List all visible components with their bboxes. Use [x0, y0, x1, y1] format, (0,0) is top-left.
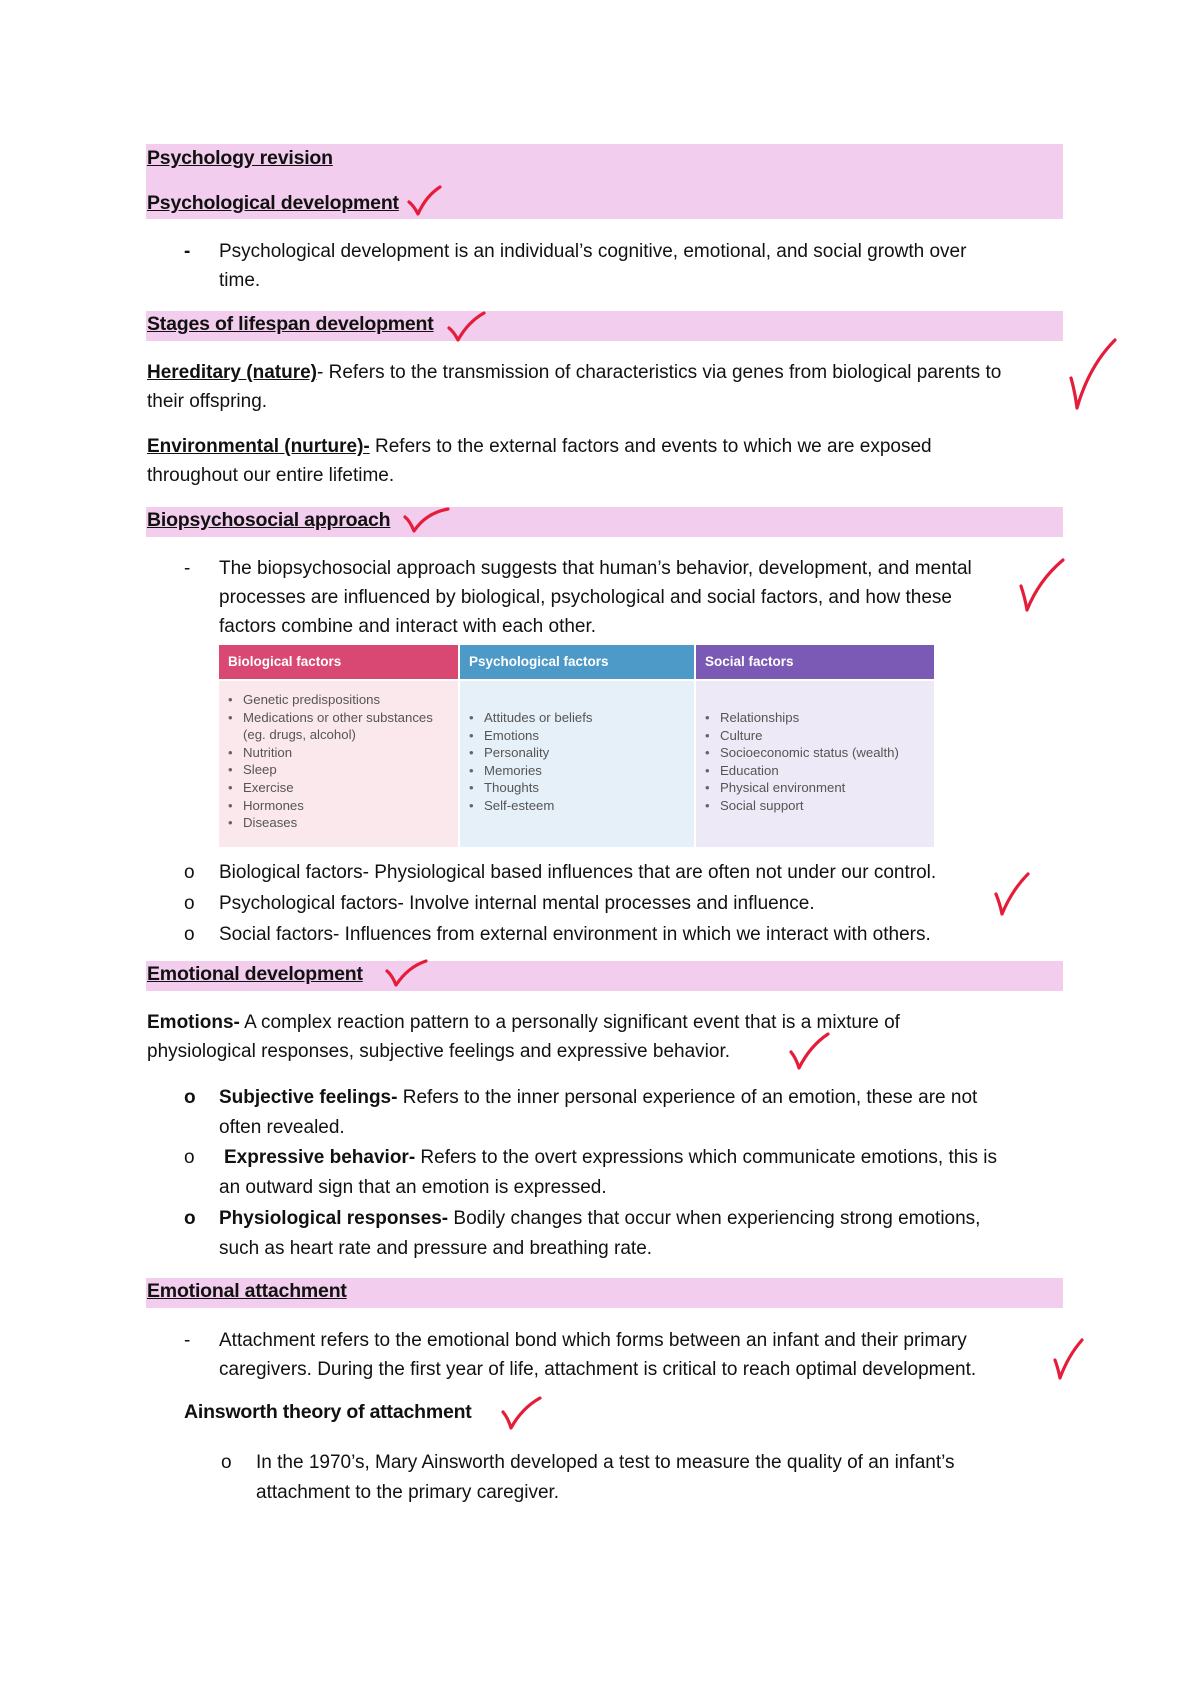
tick-mark-icon — [406, 184, 442, 218]
ainsworth-line: In the 1970’s, Mary Ainsworth developed a test to measure the quality of an infant’s — [256, 1452, 955, 1473]
section-heading-emotional-attachment: Emotional attachment — [147, 1280, 347, 1302]
tick-mark-icon — [1052, 1336, 1084, 1382]
expressive-line — [224, 1143, 1064, 1172]
psychological-factors-body — [460, 681, 694, 847]
psychological-factors-header: Psychological factors — [460, 645, 694, 679]
biological-factor-item: • Hormones — [243, 797, 458, 815]
subjective-text: Refers to the inner personal experience of an emotion, these are not — [397, 1087, 978, 1108]
hereditary-term: Hereditary (nature) — [147, 362, 317, 383]
section-heading-psychological-development: Psychological development — [147, 192, 399, 214]
biological-factor-item: • Diseases — [243, 814, 458, 832]
social-factor-item: • Education — [720, 762, 934, 780]
emotions-line — [147, 1008, 1067, 1037]
list-bullet: - — [184, 1330, 191, 1351]
tick-mark-icon — [788, 1030, 830, 1072]
tick-mark-icon — [500, 1394, 542, 1432]
psychological-factor-item: • Thoughts — [484, 779, 694, 797]
section-heading-stages: Stages of lifespan development — [147, 313, 434, 335]
social-factor-item: • Socioeconomic status (wealth) — [720, 744, 934, 762]
tick-mark-icon — [384, 957, 428, 989]
psych-dev-definition-line: Psychological development is an individual’s cognitive, emotional, and social growth over — [219, 241, 967, 262]
biological-factors-column — [219, 645, 458, 847]
social-factor-item: • Culture — [720, 727, 934, 745]
list-bullet: o — [184, 862, 195, 883]
social-factor-item: • Social support — [720, 797, 934, 815]
section-heading-emotional-development: Emotional development — [147, 963, 363, 985]
psychological-factor-item: • Memories — [484, 762, 694, 780]
biopsych-definition-line: processes are influenced by biological, psychological and social factors, and how these — [219, 587, 952, 608]
list-bullet: - — [184, 241, 191, 262]
page-title: Psychology revision — [147, 147, 333, 169]
subjective-line — [219, 1083, 1059, 1112]
social-factor-item: • Relationships — [720, 709, 934, 727]
factor-summary-line: Social factors- Influences from external environment in which we interact with others. — [219, 924, 931, 945]
environmental-term: Environmental (nurture)- — [147, 436, 370, 457]
biological-factor-item: • Exercise — [243, 779, 458, 797]
list-bullet: o — [184, 1147, 195, 1168]
factor-summary-line: Biological factors- Physiological based influences that are often not under our control. — [219, 862, 937, 883]
emotions-term: Emotions- — [147, 1012, 240, 1033]
ainsworth-line: attachment to the primary caregiver. — [256, 1482, 560, 1503]
list-bullet: o — [184, 1208, 196, 1229]
expressive-line: an outward sign that an emotion is expressed. — [219, 1177, 607, 1198]
tick-mark-icon — [1067, 336, 1119, 412]
physiological-line: such as heart rate and pressure and breathing rate. — [219, 1238, 653, 1259]
hereditary-line: their offspring. — [147, 391, 268, 412]
section-heading-biopsychosocial: Biopsychosocial approach — [147, 509, 391, 531]
biopsych-definition-line: The biopsychosocial approach suggests that human’s behavior, development, and mental — [219, 558, 972, 579]
tick-mark-icon — [402, 505, 450, 535]
physiological-text: Bodily changes that occur when experiencing strong emotions, — [448, 1208, 981, 1229]
factors-table — [219, 645, 934, 847]
social-factors-header: Social factors — [696, 645, 934, 679]
social-factor-item: • Physical environment — [720, 779, 934, 797]
list-bullet: o — [221, 1452, 232, 1473]
physiological-line — [219, 1204, 1059, 1233]
attachment-line: caregivers. During the first year of life, attachment is critical to reach optimal development. — [219, 1359, 977, 1380]
tick-mark-icon — [1017, 556, 1067, 614]
biological-factors-header: Biological factors — [219, 645, 458, 679]
social-factors-body — [696, 681, 934, 847]
tick-mark-icon — [992, 870, 1032, 918]
environmental-text: Refers to the external factors and events to which we are exposed — [369, 436, 932, 457]
emotions-text: A complex reaction pattern to a personally significant event that is a mixture of — [239, 1012, 900, 1033]
psych-dev-definition-line: time. — [219, 270, 261, 291]
environmental-line: throughout our entire lifetime. — [147, 465, 395, 486]
list-bullet: o — [184, 893, 195, 914]
attachment-line: Attachment refers to the emotional bond which forms between an infant and their primary — [219, 1330, 967, 1351]
expressive-term: Expressive behavior- — [224, 1147, 416, 1168]
list-bullet: o — [184, 1087, 196, 1108]
hereditary-text: - Refers to the transmission of characteristics via genes from biological parents to — [317, 362, 1002, 383]
subjective-line: often revealed. — [219, 1117, 345, 1138]
ainsworth-heading: Ainsworth theory of attachment — [184, 1401, 472, 1423]
expressive-text: Refers to the overt expressions which communicate emotions, this is — [415, 1147, 998, 1168]
biological-factor-item: • Sleep — [243, 761, 458, 779]
psychological-factor-item: • Self-esteem — [484, 797, 694, 815]
list-bullet: - — [184, 558, 191, 579]
physiological-term: Physiological responses- — [219, 1208, 449, 1229]
biological-factor-item: • Genetic predispositions — [243, 691, 458, 709]
biological-factor-item: • Nutrition — [243, 744, 458, 762]
biological-factor-item: • Medications or other substances (eg. drugs, alcohol) — [243, 709, 458, 744]
subjective-term: Subjective feelings- — [219, 1087, 398, 1108]
psychological-factors-column — [460, 645, 694, 847]
biopsych-definition-line: factors combine and interact with each other. — [219, 616, 597, 637]
psychological-factor-item: • Emotions — [484, 727, 694, 745]
social-factors-column — [696, 645, 934, 847]
environmental-line — [147, 432, 1067, 461]
factor-summary-line: Psychological factors- Involve internal mental processes and influence. — [219, 893, 815, 914]
list-bullet: o — [184, 924, 195, 945]
psychological-factor-item: • Attitudes or beliefs — [484, 709, 694, 727]
tick-mark-icon — [446, 310, 486, 344]
emotions-line: physiological responses, subjective feelings and expressive behavior. — [147, 1041, 731, 1062]
biological-factors-body — [219, 681, 458, 847]
psychological-factor-item: • Personality — [484, 744, 694, 762]
hereditary-line — [147, 358, 1067, 387]
